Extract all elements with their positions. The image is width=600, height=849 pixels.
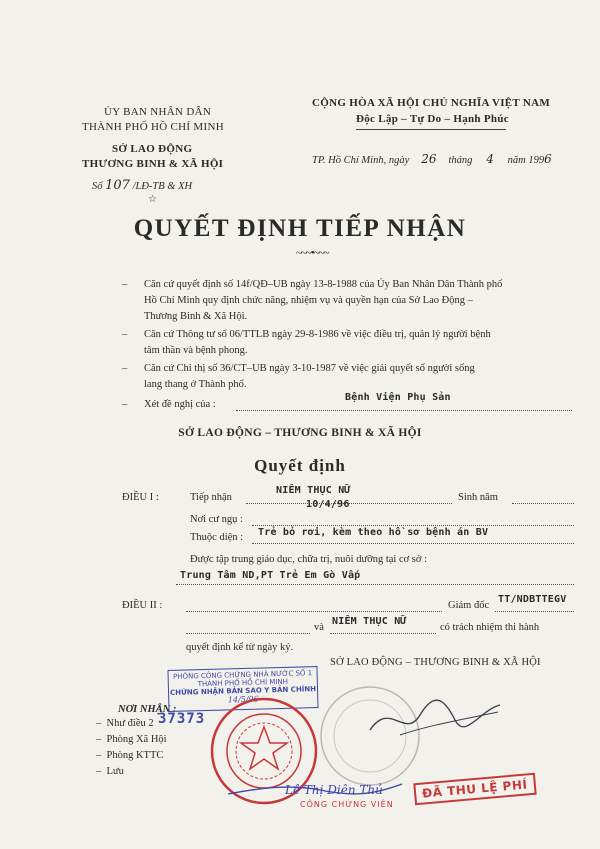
and-value: NIÊM THỤC NỮ [332,616,407,627]
document-title: QUYẾT ĐỊNH TIẾP NHẬN [133,215,467,242]
preamble-line3: Thương Binh & Xã Hội. [144,311,248,322]
doc-number-prefix: Số [92,181,103,192]
article2-label: ĐIỀU II : [122,600,163,611]
preamble-line2: Hồ Chí Minh quy định chức năng, nhiệm vụ và quyền hạn của Sở Lao Động – [144,295,473,306]
placement-dotline [176,584,574,585]
recipient-item: – Phòng Xã Hội [96,734,167,745]
fee-paid-stamp: ĐÃ THU LỆ PHÍ [413,773,536,806]
and-prefix-dotline [186,633,310,634]
issuer-heading: SỞ LAO ĐỘNG – THƯƠNG BINH & XÃ HỘI [178,427,422,439]
recipient-item: – Phòng KTTC [96,750,164,761]
title-ornament-icon: ~~~•~~~ [296,247,329,259]
left-header-line1: ỦY BAN NHÂN DÂN [104,106,212,118]
category-label: Thuộc diện : [190,532,244,543]
notary-line1: PHÒNG CÔNG CHỨNG NHÀ NƯỚC SỐ 1 [172,669,313,681]
birth-label: Sinh năm [458,492,498,503]
placement-value: Trung Tâm ND,PT Trẻ Em Gò Vấp [180,570,361,581]
and-dotline [330,633,436,634]
notary-line3: CHỨNG NHẬN BẢN SAO Y BẢN CHÍNH [169,685,317,697]
and-label: và [314,622,324,633]
proposal-label: Xét đề nghị của : [144,399,216,410]
date-place: TP. Hồ Chí Minh, ngày [312,155,410,166]
notary-date: 14/5/96 [227,694,259,705]
doc-number-suffix: /LĐ-TB & XH [132,181,193,192]
notary-line2: THÀNH PHỐ HỒ CHÍ MINH [197,677,289,689]
birth-dotline [512,503,574,504]
preamble-line7: lang thang ở Thành phố. [144,379,247,390]
dash-icon: – [122,363,128,374]
notary-role: CÔNG CHỨNG VIÊN [300,800,394,809]
article1-label: ĐIỀU I : [122,492,159,503]
dash-icon: – [122,279,128,290]
date-line [312,152,552,166]
star-mark-icon: ☆ [148,194,157,205]
date-day: 26 [421,152,437,166]
dash-icon: – [122,399,128,410]
preamble-line5: tâm thần và bệnh phong. [144,345,248,356]
article2-dotline [186,611,442,612]
preamble-line1: Căn cứ quyết định số 14f/QĐ–UB ngày 13-8-1988 của Ủy Ban Nhân Dân Thành phố [144,279,503,290]
date-year: 6 [544,152,552,166]
birth-value: 10/4/96 [306,499,350,510]
receive-label: Tiếp nhận [190,492,232,503]
handwritten-signature [360,690,510,750]
signature-title: SỞ LAO ĐỘNG – THƯƠNG BINH & XÃ HỘI [330,657,541,668]
left-header-line2: THÀNH PHỐ HỒ CHÍ MINH [82,121,224,133]
right-header-line1: CỘNG HÒA XÃ HỘI CHỦ NGHĨA VIỆT NAM [312,97,551,109]
left-header-line3: SỞ LAO ĐỘNG [112,143,193,155]
residence-label: Nơi cư ngụ : [190,514,243,525]
effect-text: quyết định kể từ ngày ký. [186,642,294,653]
proposal-dotline [236,410,572,411]
preamble-line4: Căn cứ Thông tư số 06/TTLB ngày 29-8-1986 về việc điều trị, quản lý người bệnh [144,329,491,340]
category-dotline [252,543,574,544]
receive-value: NIÊM THỤC NỮ [276,485,351,496]
right-header-line2: Độc Lập – Tự Do – Hạnh Phúc [356,113,509,125]
recipient-item: – Như điều 2 [96,718,154,729]
notary-signer: Lê Thị Diên Thủ [285,783,383,797]
director-dotline [495,611,574,612]
serial-stamp: 37373 [158,711,206,727]
responsibility-label: có trách nhiệm thi hành [440,622,540,633]
director-value: TT/NDBTTEGV [498,594,567,605]
left-header-line4: THƯƠNG BINH & XÃ HỘI [82,158,224,170]
residence-dotline [252,525,574,526]
recipients-label: NƠI NHẬN : [118,704,177,715]
date-year-label: năm 199 [507,155,545,166]
category-value: Trẻ bỏ rơi, kèm theo hồ sơ bệnh án BV [258,527,489,538]
placement-label: Được tập trung giáo dục, chữa trị, nuôi dưỡng tại cơ sở : [190,554,427,565]
date-month: 4 [486,152,494,166]
proposal-value: Bệnh Viện Phụ Sản [345,392,451,403]
decision-heading: Quyết định [254,456,346,475]
header-underline [356,129,506,130]
recipient-item: – Lưu [96,766,124,777]
preamble-line6: Căn cứ Chỉ thị số 36/CT–UB ngày 3-10-1987 về việc giải quyết số người sống [144,363,475,374]
date-month-label: tháng [448,155,473,166]
dash-icon: – [122,329,128,340]
doc-number-value: 107 [105,178,130,193]
director-label: Giám đốc [448,600,490,611]
doc-number [92,178,192,193]
